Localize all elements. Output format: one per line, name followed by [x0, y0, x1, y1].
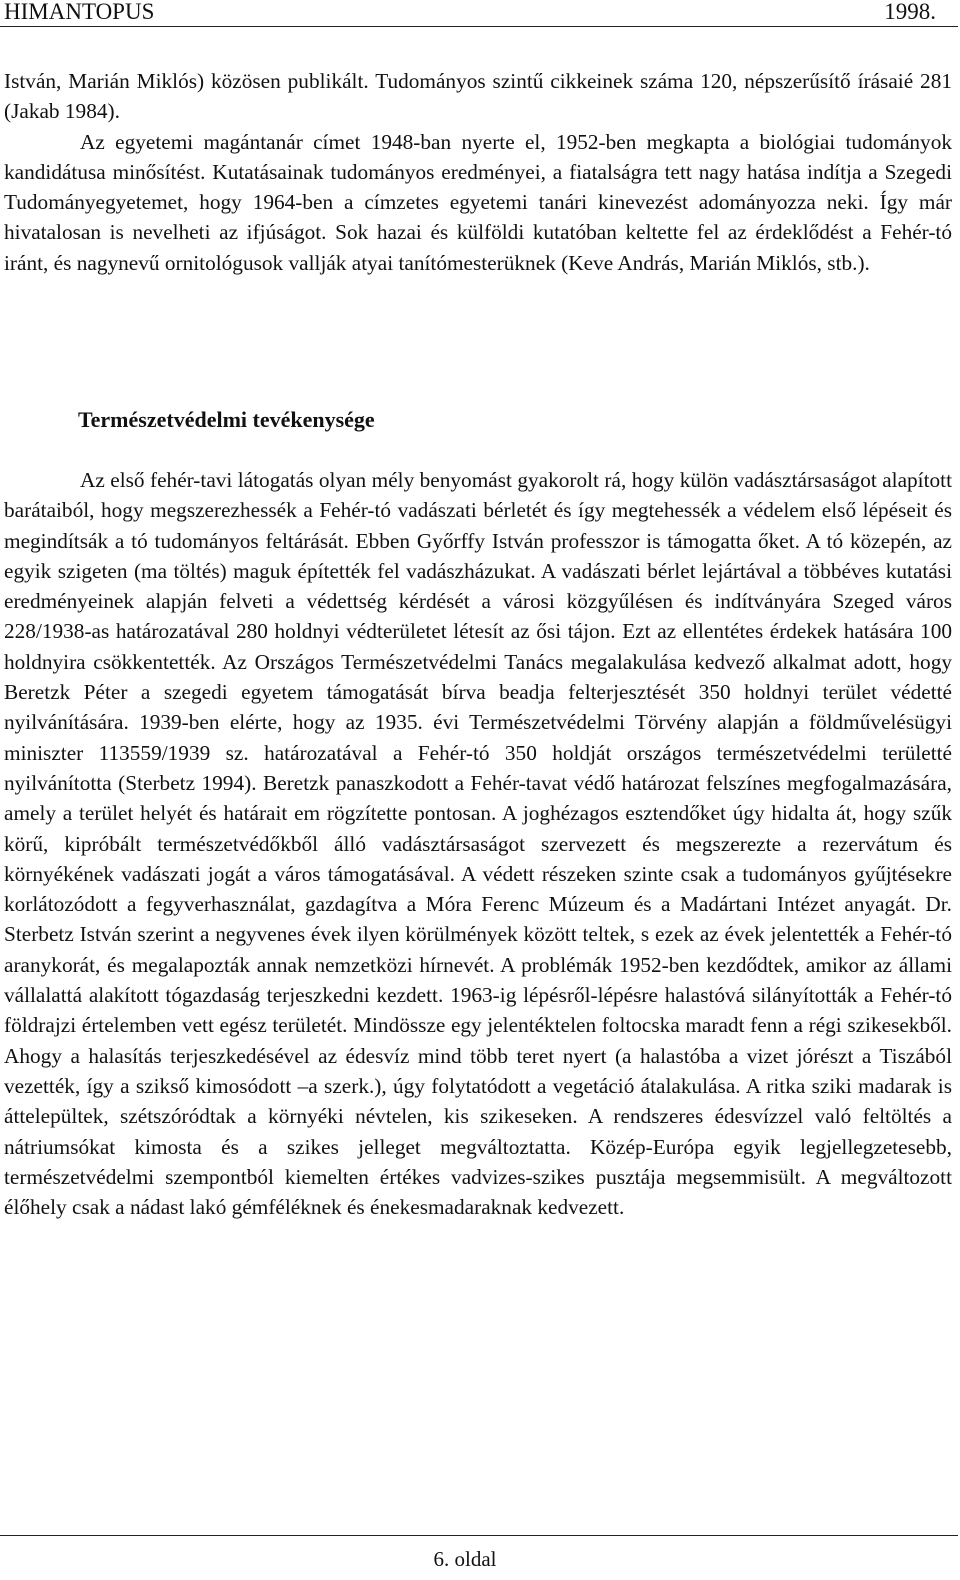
- footer-divider: [0, 1535, 958, 1536]
- page-footer: [0, 1546, 958, 1572]
- paragraph-continuation: István, Marián Miklós) közösen publikált. Tudományos szintű cikkeinek száma 120, népszerűsítő írásaié 281 (Jakab 1984).: [4, 69, 952, 124]
- paragraph-conservation: Az első fehér-tavi látogatás olyan mély benyomást gyakorolt rá, hogy külön vadásztársaságot alapított barátaiból, hogy megszerezhessék a Fehér-tó vadászati bérletét és így megtehessék a védelem első lépéseit és megindítsák a tó tudományos feltárását. Ebben Győrffy István professzor is támogatta őket. A tó közepén, az egyik szigeten (ma töltés) maguk építették fel vadászházukat. A vadászati bérlet lejártával a többéves kutatási eredményeinek alapján felveti a védettség kérdését a városi közgyűlésen és indítványára Szeged város 228/1938-as határozatával 280 holdnyi védterületet létesít az ősi tájon. Ezt az ellentétes érdekek hatására 100 holdnyira csökkentették. Az Országos Természetvédelmi Tanács megalakulása kedvező alkalmat adott, hogy Beretzk Péter a szegedi egyetem támogatását bírva beadja felterjesztését 350 holdnyi terület védetté nyilvánítására. 1939-ben elérte, hogy az 1935. évi Természetvédelmi Törvény alapján a földművelésügyi miniszter 113559/1939 sz. határozatával a Fehér-tó 350 holdját országos természetvédelmi területté nyilvánította (Sterbetz 1994). Beretzk panaszkodott a Fehér-tavat védő határozat felszínes megfogalmazására, amely a terület helyét és határait em rögzítette pontosan. A joghézagos esztendőket úgy hidalta át, hogy szűk körű, kipróbált természetvédőkből álló vadásztársaságot szervezett és megszerezte a rezervátum és környékének vadászati jogát a város támogatásával. A védett részeken szinte csak a tudományos gyűjtésekre korlátozódott a fegyverhasználat, gazdagítva a Móra Ferenc Múzeum és a Madártani Intézet anyagát. Dr. Sterbetz István szerint a negyvenes évek ilyen körülmények között teltek, s ezek az évek jelentették a Fehér-tó aranykorát, és megalapozták annak nemzetközi hírnevét. A problémák 1952-ben kezdődtek, amikor az állami vállalattá alakított tógazdaság terjeszkedni kezdett. 1963-ig lépésről-lépésre halastóvá silányították a Fehér-tó földrajzi értelemben vett egész területét. Mindössze egy jelentéktelen foltocska maradt fenn a régi szikesekből. Ahogy a halasítás terjeszkedésével az édesvíz mind több teret nyert (a halastóba a vizet jórészt a Tiszából vezették, így a szikső kimosódott –a szerk.), úgy folytatódott a vegetáció átalakulása. A ritka sziki madarak is áttelepültek, szétszóródtak a környéki névtelen, kis szikeseken. A rendszeres édesvízzel való feltöltés a nátriumsókat kimosta és a szikes jelleget megváltoztatta. Közép-Európa egyik legjellegzetesebb, természetvédelmi szempontból kiemelten értékes vadvizes-szikes pusztája megsemmisült. A megváltozott élőhely csak a nádast lakó gémféléknek és énekesmadaraknak kedvezett.: [4, 468, 952, 1220]
- running-header: [0, 0, 958, 27]
- section-text-block: [4, 465, 952, 1222]
- section-heading: Természetvédelmi tevékenysége: [78, 407, 375, 432]
- paragraph-career: Az egyetemi magántanár címet 1948-ban nyerte el, 1952-ben megkapta a biológiai tudományok kandidátusa minősítést. Kutatásainak tudományos eredményei, a fiatalságra tett nagy hatása indítja a Szegedi Tudományegyetemet, hogy 1964-ben a címzetes egyetemi tanári kinevezést adományozza neki. Így már hivatalosan is nevelheti az ifjúságot. Sok hazai és külföldi kutatóban keltette fel az érdeklődést a Fehér-tó iránt, és nagynevű ornitológusok vallják atyai tanítómesterüknek (Keve András, Marián Miklós, stb.).: [4, 129, 952, 275]
- journal-title: HIMANTOPUS: [4, 0, 155, 24]
- journal-year: 1998.: [884, 0, 936, 24]
- page-number: 6. oldal: [433, 1547, 497, 1571]
- intro-text-block: [4, 66, 952, 278]
